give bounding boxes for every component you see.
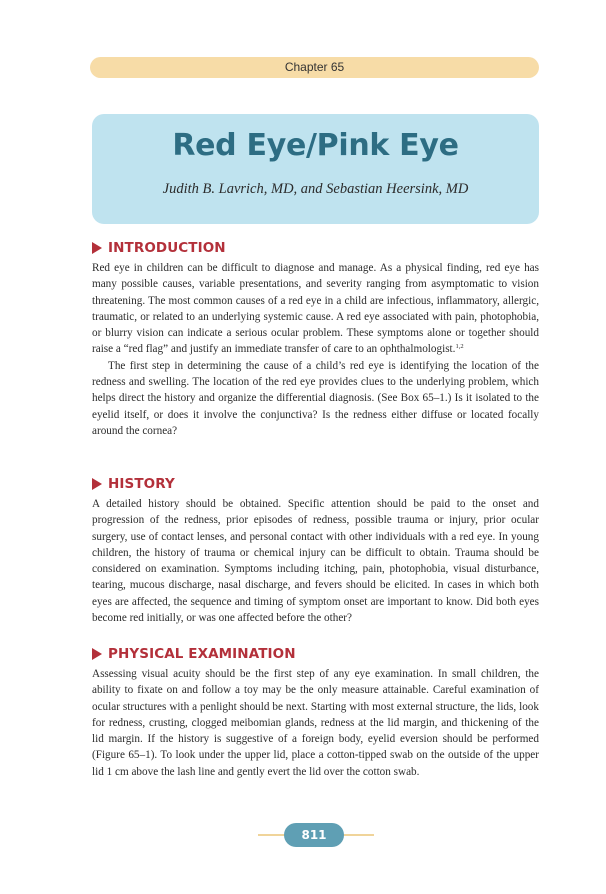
authors: Judith B. Lavrich, MD, and Sebastian Heersink, MD [162, 181, 469, 197]
section-heading-history [92, 476, 539, 492]
chapter-title: Red Eye/Pink Eye [172, 128, 459, 163]
page-number: 811 [284, 823, 344, 847]
triangle-bullet-icon [92, 478, 102, 490]
paragraph: The first step in determining the cause of a child’s red eye is identifying the location of the redness and swelling. The location of the red eye provides clues to the underlying problem, which helps direct the history and organize the differential diagnosis. (See Box 65–1.) Is it isolated to the eyelid itself, or does it involve the conjunctiva? Is the redness either diffuse or located focally around the cornea? [92, 359, 539, 437]
heading-text: INTRODUCTION [108, 240, 226, 256]
page-footer [258, 823, 374, 847]
section-heading-introduction [92, 240, 539, 256]
chapter-label: Chapter 65 [90, 57, 539, 78]
heading-text: PHYSICAL EXAMINATION [108, 646, 296, 662]
title-banner [92, 114, 539, 224]
section-history [92, 476, 539, 626]
section-heading-physical-examination [92, 646, 539, 662]
section-introduction [92, 240, 539, 439]
paragraph [92, 260, 539, 358]
triangle-bullet-icon [92, 242, 102, 254]
triangle-bullet-icon [92, 648, 102, 660]
paragraph-text: Red eye in children can be difficult to diagnose and manage. As a physical finding, red eye has many possible causes, variable presentations, and severity ranging from asymptomatic to vision threatening. The most common causes of a red eye in a child are infectious, inflammatory, allergic, traumatic, or related to an underlying systemic cause. A red eye associated with pain, photophobia, or blurry vision can indicate a serious ocular problem. These symptoms alone or together should raise a “red flag” and justify an immediate transfer of care to an ophthalmologist. [92, 262, 539, 356]
heading-text: HISTORY [108, 476, 175, 492]
reference-marker: 1,2 [455, 343, 464, 351]
paragraph: Assessing visual acuity should be the first step of any eye examination. In small children, the ability to fixate on and follow a toy may be the only measure attainable. Careful examination of ocular structures with a penlight should be next. Starting with most external structure, the lids, look for redness, crusting, clogged meibomian glands, redness at the lid margin, and thickening of the lid margin. If the history is suggestive of a foreign body, eyelid eversion should be performed (Figure 65–1). To look under the upper lid, place a cotton-tipped swab on the outside of the upper lid 1 cm above the lash line and gently evert the lid over the cotton swab. [92, 668, 539, 778]
section-physical-examination [92, 646, 539, 780]
paragraph: A detailed history should be obtained. Specific attention should be paid to the onset and progression of the redness, prior episodes of redness, possible trauma or injury, prior ocular surgery, use of contact lenses, and personal contact with other individuals with a red eye. In young children, the history of trauma or chemical injury can be difficult to obtain. Trauma should be considered on examination. Symptoms including itching, pain, photophobia, visual disturbance, tearing, mucous discharge, nasal discharge, and fevers should be elicited. In cases in which both eyes are affected, the sequence and timing of symptom onset are important to know. Did both eyes become red initially, or was one affected before the other? [92, 498, 539, 625]
